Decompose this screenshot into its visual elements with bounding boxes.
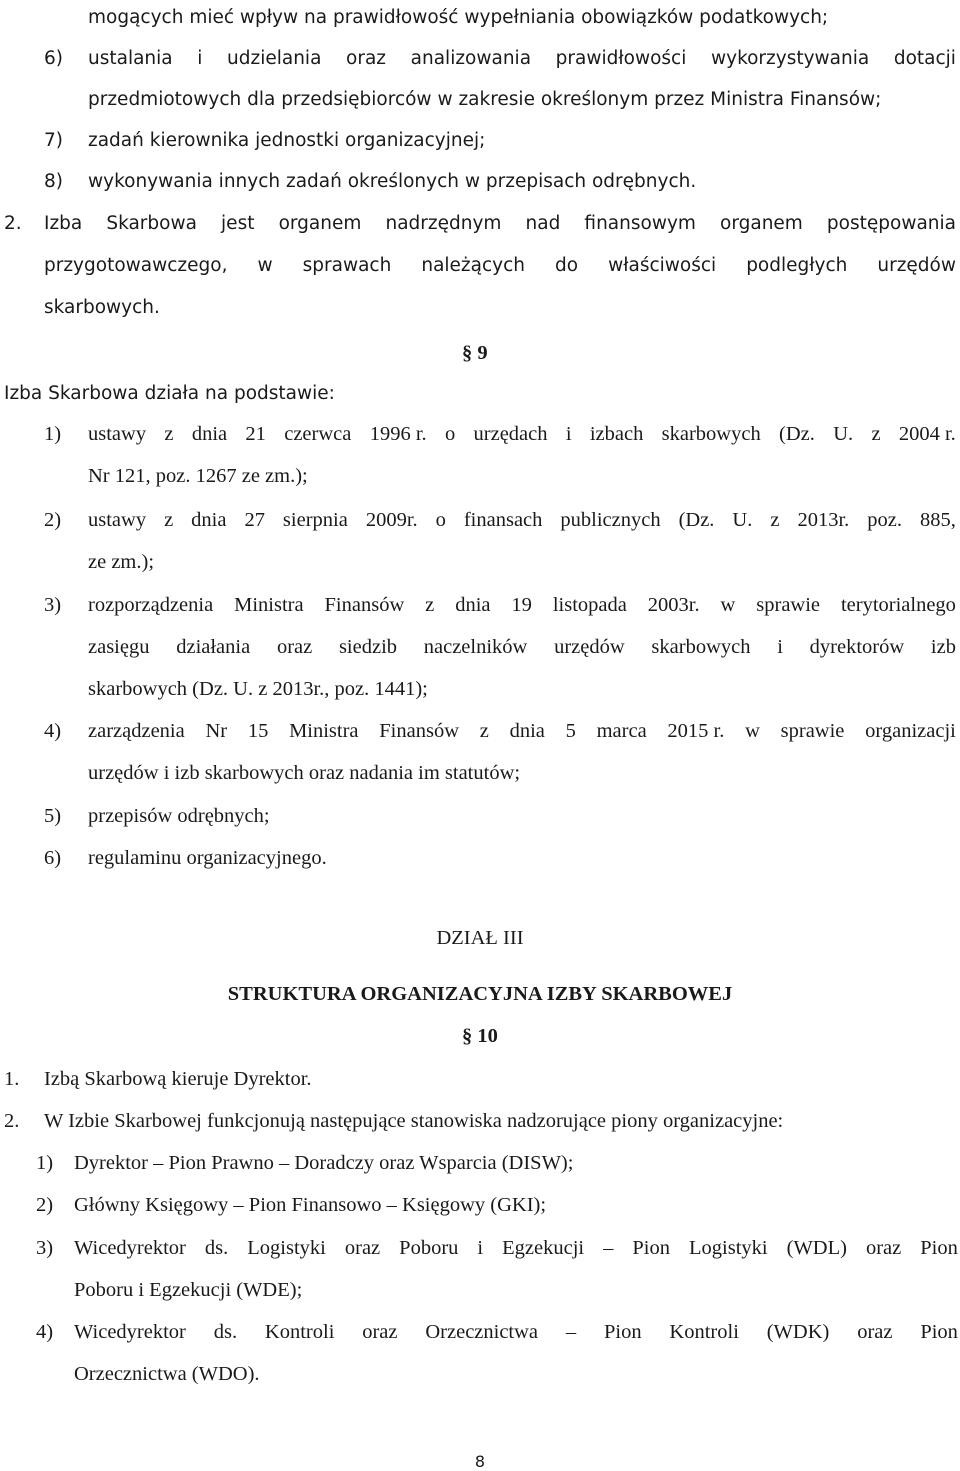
list-item-line: rozporządzenia Ministra Finansów z dnia 19 listopada 2003r. w sprawie terytorialnego [88, 594, 956, 616]
paragraph-text: W Izbie Skarbowej funkcjonują następujące stanowiska nadzorujące piony organizacyjne: [44, 1110, 784, 1132]
list-number: 6) [44, 48, 63, 69]
list-item-line: przepisów odrębnych; [88, 805, 270, 827]
list-item-line: skarbowych (Dz. U. z 2013r., poz. 1441); [88, 678, 428, 700]
text-line-justified: przygotowawczego, w sprawach należących do właściwości podległych urzędów [44, 255, 956, 276]
section-heading: § 9 [462, 342, 488, 364]
paragraph-text: Izbą Skarbową kieruje Dyrektor. [44, 1068, 312, 1090]
page-number: 8 [474, 1452, 486, 1471]
list-number: 5) [44, 805, 62, 827]
list-number: 3) [36, 1237, 54, 1259]
text-line: wykonywania innych zadań określonych w przepisach odrębnych. [88, 171, 697, 192]
paragraph-number: 2. [4, 213, 22, 234]
section-intro: Izba Skarbowa działa na podstawie: [4, 383, 335, 404]
list-item-line: ze zm.); [88, 551, 155, 573]
section-heading: § 10 [462, 1025, 498, 1047]
list-item-line: Główny Księgowy – Pion Finansowo – Księgowy (GKI); [74, 1194, 547, 1216]
list-item-line: zarządzenia Nr 15 Ministra Finansów z dnia 5 marca 2015 r. w sprawie organizacji [88, 720, 956, 742]
list-item-line: ustawy z dnia 27 sierpnia 2009r. o finansach publicznych (Dz. U. z 2013r. poz. 885, [88, 509, 956, 531]
list-item-line: zasięgu działania oraz siedzib naczelników urzędów skarbowych i dyrektorów izb [88, 636, 956, 658]
list-number: 3) [44, 594, 62, 616]
list-item-line: Wicedyrektor ds. Logistyki oraz Poboru i Egzekucji – Pion Logistyki (WDL) oraz Pion [74, 1237, 958, 1259]
list-number: 2) [44, 509, 62, 531]
text-line: zadań kierownika jednostki organizacyjnej; [88, 130, 486, 151]
list-item-line: regulaminu organizacyjnego. [88, 847, 327, 869]
division-title: STRUKTURA ORGANIZACYJNA IZBY SKARBOWEJ [227, 983, 733, 1005]
paragraph-number: 1. [4, 1068, 20, 1090]
list-number: 1) [36, 1152, 54, 1174]
text-line: skarbowych. [44, 297, 160, 318]
list-item-line: Wicedyrektor ds. Kontroli oraz Orzecznictwa – Pion Kontroli (WDK) oraz Pion [74, 1321, 958, 1343]
list-item-line: Dyrektor – Pion Prawno – Doradczy oraz Wsparcia (DISW); [74, 1152, 574, 1174]
list-item-line: Poboru i Egzekucji (WDE); [74, 1279, 303, 1301]
list-number: 4) [44, 720, 62, 742]
text-line: mogących mieć wpływ na prawidłowość wypełniania obowiązków podatkowych; [88, 7, 829, 28]
list-item-line: Orzecznictwa (WDO). [74, 1363, 260, 1385]
list-number: 7) [44, 130, 63, 151]
list-number: 2) [36, 1194, 54, 1216]
text-line-justified: Izba Skarbowa jest organem nadrzędnym nad finansowym organem postępowania [44, 213, 956, 234]
list-item-line: ustawy z dnia 21 czerwca 1996 r. o urzędach i izbach skarbowych (Dz. U. z 2004 r. [88, 423, 956, 445]
division-label: DZIAŁ III [436, 927, 524, 949]
text-line: przedmiotowych dla przedsiębiorców w zakresie określonym przez Ministra Finansów; [88, 89, 882, 110]
list-number: 6) [44, 847, 62, 869]
list-item-line: urzędów i izb skarbowych oraz nadania im statutów; [88, 762, 521, 784]
text-line-justified: ustalania i udzielania oraz analizowania prawidłowości wykorzystywania dotacji [88, 48, 956, 69]
list-item-line: Nr 121, poz. 1267 ze zm.); [88, 465, 308, 487]
list-number: 8) [44, 171, 63, 192]
paragraph-number: 2. [4, 1110, 20, 1132]
list-number: 4) [36, 1321, 54, 1343]
list-number: 1) [44, 423, 62, 445]
